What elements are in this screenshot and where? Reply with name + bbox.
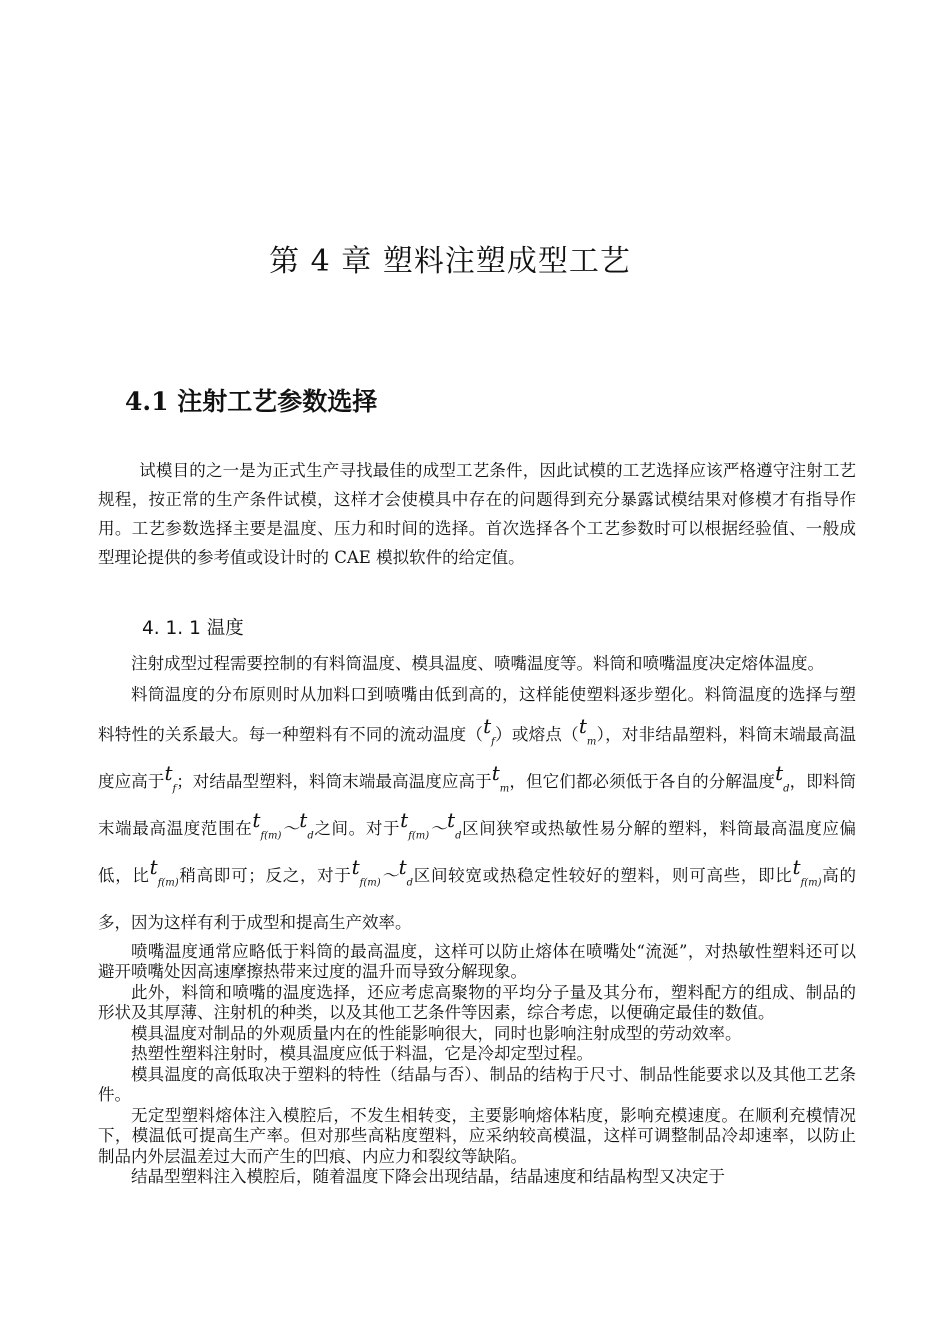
symbol-tm: $t_m$	[578, 713, 597, 747]
intro-paragraph	[98, 456, 856, 572]
paragraph-8: 无定型塑料熔体注入模腔后，不发生相转变，主要影响熔体粘度，影响充模速度。在顺利充模情况下，模温低可提高生产率。但对那些高粘度塑料，应采纳较高模温，这样可调整制品冷却速率，以防止制品内外层温差过大而产生的凹痕、内应力和裂纹等缺陷。	[98, 1105, 856, 1166]
symbol-tm-2: $t_m$	[491, 760, 510, 795]
paragraph-7: 模具温度的高低取决于塑料的特性（结晶与否）、制品的结构于尺寸、制品性能要求以及其他工艺条件。	[98, 1064, 856, 1105]
paragraph-5: 模具温度对制品的外观质量内在的性能影响很大，同时也影响注射成型的劳动效率。	[131, 1023, 742, 1043]
paragraph-6: 热塑性塑料注射时，模具温度应低于料温，它是冷却定型过程。	[131, 1044, 593, 1064]
paragraph-1: 注射成型过程需要控制的有料筒温度、模具温度、喷嘴温度等。料筒和喷嘴温度决定熔体温度。	[131, 654, 824, 673]
symbol-tf: $t_f$	[483, 713, 495, 747]
paragraph-2: 料筒温度的分布原则时从加料口到喷嘴由低到高的，这样能使塑料逐步塑化。料筒温度的选择与塑料特性的关系最大。每一种塑料有不同的流动温度$(t_f)$或熔点$(t_m)$，对非结晶塑料，料筒末端最高温度应高于$t_f$；对结晶型塑料，料筒末端最高温度应高于$t_m$，但它们都必须低于各自的分解温度$t_d$，即料筒末端最高温度范围在$t_{f(m)}\sim t_d$之间。对于$t_{f(m)}\sim t_d$区间狭窄或热敏性易分解的塑料，料筒最高温度应偏低，比$t_{f(m)}$稍高即可；反之，对于$t_{f(m)}\sim t_d$区间较宽或热稳定性较好的塑料，则可高些，即比$t_{f(m)}$高的多，因为这样有利于成型和提高生产效率。	[98, 684, 857, 932]
symbol-tf-2: $t_f$	[164, 760, 177, 795]
symbol-tfm-2: $t_{f(m)}$	[792, 855, 822, 889]
subsection-title: 4. 1. 1 温度	[142, 618, 244, 639]
paragraph-3: 喷嘴温度通常应略低于料筒的最高温度，这样可以防止熔体在喷嘴处“流涎”，对热敏性塑料还可以避开喷嘴处因高速摩擦热带来过度的温升而导致分解现象。	[98, 941, 856, 982]
main-text	[98, 654, 856, 1188]
symbol-td: $t_d$	[775, 760, 790, 795]
paragraph-9: 结晶型塑料注入模腔后，随着温度下降会出现结晶，结晶速度和结晶构型又决定于	[131, 1167, 725, 1187]
symbol-tfm: $t_{f(m)}$	[149, 855, 179, 889]
intro-text: 试模目的之一是为正式生产寻找最佳的成型工艺条件，因此试模的工艺选择应该严格遵守注射工艺规程，按正常的生产条件试模，这样才会使模具中存在的问题得到充分暴露试模结果对修模才有指导作用。工艺参数选择主要是温度、压力和时间的选择。首次选择各个工艺参数时可以根据经验值、一般成型理论提供的参考值或设计时的 CAE 模拟软件的给定值。	[98, 461, 856, 567]
paragraph-4: 此外，料筒和喷嘴的温度选择，还应考虑高聚物的平均分子量及其分布，塑料配方的组成、制品的形状及其厚薄、注射机的种类，以及其他工艺条件等因素，综合考虑，以便确定最佳的数值。	[98, 982, 856, 1023]
section-title: 4.1 注射工艺参数选择	[125, 387, 378, 416]
chapter-title: 第 4 章 塑料注塑成型工艺	[269, 244, 631, 279]
symbol-range-2: $t_{f(m)}\sim t_d$	[400, 808, 462, 842]
symbol-range-3: $t_{f(m)}\sim t_d$	[351, 855, 414, 889]
symbol-range-1: $t_{f(m)}\sim t_d$	[252, 808, 314, 842]
